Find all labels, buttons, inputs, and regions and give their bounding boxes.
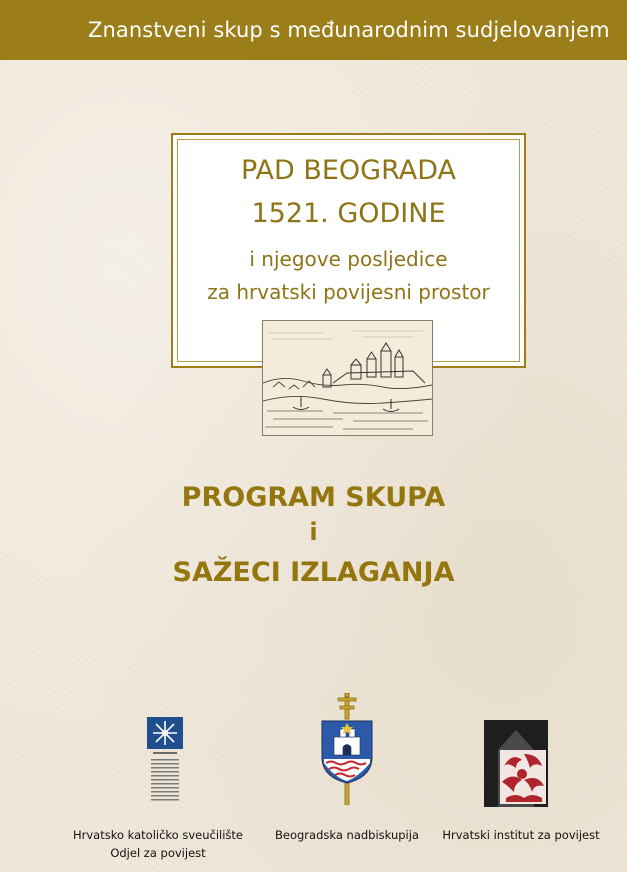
caption-hip-line: Hrvatski institut za povijest (442, 828, 600, 842)
beograd-coat-of-arms (318, 693, 376, 805)
caption-hip (441, 826, 601, 844)
hks-logo (145, 715, 185, 807)
title-line-1: PAD BEOGRADA (240, 155, 457, 186)
caption-hks-line-1: Hrvatsko katoličko sveučilište (72, 828, 244, 842)
program-line-2: i (309, 518, 318, 546)
program-line-3: SAŽECI IZLAGANJA (172, 557, 455, 588)
banner-text: Znanstveni skup s međunarodnim sudjelovanjem (88, 18, 610, 42)
belgrade-woodcut-image (262, 320, 433, 436)
caption-hks (58, 826, 258, 862)
title-line-2: 1521. GODINE (251, 198, 446, 229)
subtitle-line-1: i njegove posljedice (249, 247, 448, 271)
caption-beograd-line: Beogradska nadbiskupija (275, 828, 419, 842)
caption-hks-line-2: Odjel za povijest (110, 846, 206, 860)
hip-emblem (484, 720, 548, 807)
program-line-1: PROGRAM SKUPA (181, 482, 446, 513)
caption-beograd (267, 826, 427, 844)
top-banner (0, 0, 627, 60)
subtitle-line-2: za hrvatski povijesni prostor (207, 280, 490, 304)
